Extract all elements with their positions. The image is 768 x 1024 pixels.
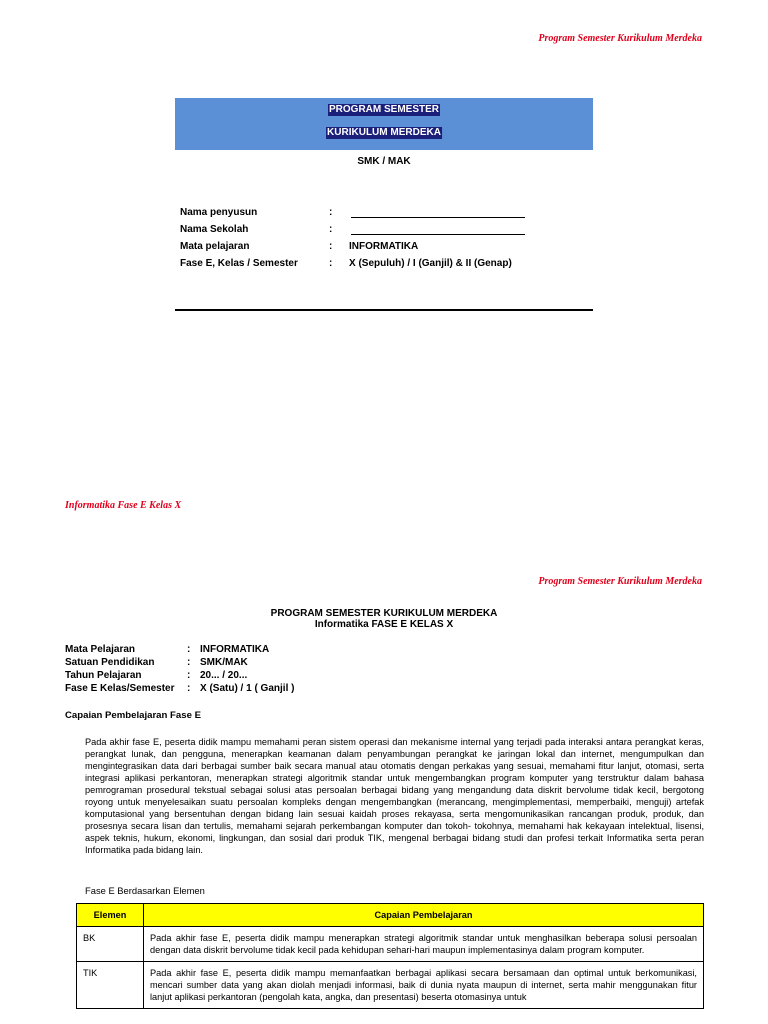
field-row-mata-pelajaran bbox=[180, 241, 580, 255]
field-label: Nama penyusun bbox=[180, 207, 258, 218]
table-header-row bbox=[77, 904, 704, 927]
table-header-capaian: Capaian Pembelajaran bbox=[144, 904, 704, 927]
elements-caption: Fase E Berdasarkan Elemen bbox=[85, 885, 205, 896]
blank-line bbox=[349, 224, 525, 238]
field-row-nama-sekolah bbox=[180, 224, 580, 238]
field-label: Fase E, Kelas / Semester bbox=[180, 258, 298, 269]
field-label: Mata pelajaran bbox=[180, 241, 250, 252]
title-band bbox=[175, 98, 593, 150]
colon: : bbox=[329, 241, 333, 252]
fill-in-line[interactable] bbox=[351, 224, 525, 235]
document-title: PROGRAM SEMESTER KURIKULUM MERDEKA bbox=[270, 608, 498, 619]
school-level: SMK / MAK bbox=[357, 156, 411, 167]
colon: : bbox=[187, 670, 191, 681]
table-cell-text: Pada akhir fase E, peserta didik mampu menerapkan strategi algoritmik standar untuk menghasilkan beberapa solusi persoalan dengan data diskrit bervolume tidak kecil pada kehidupan sehari-hari maupun implementasinya dalam program komputer. bbox=[144, 927, 704, 962]
colon: : bbox=[329, 258, 333, 269]
table-cell-text: Pada akhir fase E, peserta didik mampu memanfaatkan berbagai aplikasi secara bersamaan dan optimal untuk berkomunikasi, mencari sumber data yang akan diolah menjadi informasi, baik di dunia nyata maupun di internet, serta mahir menggunakan fitur lanjut aplikasi perkantoran (pengolah kata, angka, dan presentasi) beserta otomasinya untuk bbox=[144, 962, 704, 1009]
info-label: Tahun Pelajaran bbox=[65, 670, 142, 681]
page1-running-header: Program Semester Kurikulum Merdeka bbox=[538, 33, 702, 44]
info-value: 20... / 20... bbox=[200, 670, 248, 681]
colon: : bbox=[187, 683, 191, 694]
field-label: Nama Sekolah bbox=[180, 224, 249, 235]
info-label: Mata Pelajaran bbox=[65, 644, 136, 655]
divider-rule bbox=[175, 309, 593, 311]
colon: : bbox=[187, 657, 191, 668]
colon: : bbox=[329, 224, 333, 235]
field-value: INFORMATIKA bbox=[349, 241, 419, 252]
info-value: INFORMATIKA bbox=[200, 644, 270, 655]
title-band-line1: PROGRAM SEMESTER bbox=[328, 104, 440, 115]
table-cell-element: BK bbox=[77, 927, 144, 962]
elements-table bbox=[76, 903, 704, 1009]
field-value: X (Sepuluh) / I (Ganjil) & II (Genap) bbox=[349, 258, 512, 269]
field-row-fase-kelas-semester bbox=[180, 258, 580, 272]
table-header-elemen: Elemen bbox=[77, 904, 144, 927]
page1-footer: Informatika Fase E Kelas X bbox=[65, 500, 182, 511]
table-row bbox=[77, 962, 704, 1009]
colon: : bbox=[329, 207, 333, 218]
title-band-line2: KURIKULUM MERDEKA bbox=[327, 127, 441, 138]
fill-in-line[interactable] bbox=[351, 207, 525, 218]
info-label: Fase E Kelas/Semester bbox=[65, 683, 175, 694]
section-heading: Capaian Pembelajaran Fase E bbox=[65, 710, 201, 721]
capaian-paragraph: Pada akhir fase E, peserta didik mampu memahami peran sistem operasi dan mekanisme internal yang terjadi pada interaksi antara perangkat keras, perangkat lunak, dan pengguna, menerapkan keamanan dalam penyambungan perangkat ke jaringan lokal dan internet, mengumpulkan dan mengintegrasikan data dari berbagai sumber baik secara manual atau otomatis dengan perkakas yang sesuai, memahami fitur lanjut, otomasi, serta integrasi aplikasi perkantoran, menerapkan strategi algoritmik standar untuk mengembangkan program komputer yang terstruktur dalam bahasa pemrograman prosedural tekstual sebagai solusi atas persoalan berbagai bidang yang mengandung data diskrit bervolume tidak kecil, bergotong royong untuk menyelesaikan suatu persoalan kompleks dengan mengembangkan (merancang, mengimplementasi, memperbaiki, menguji) artefak komputasional yang bersentuhan dengan bidang lain sesuai kaidah proses rekayasa, serta mengomunikasikan rancangan produk, produk, dan prosesnya secara lisan dan tertulis, memahami sejarah perkembangan komputer dan tokoh- tokohnya, memahami hak kekayaan intelektual, lisensi, aspek teknis, hukum, ekonomi, lingkungan, dan sosial dari produk TIK, mengenal berbagai bidang studi dan profesi terkait Informatika serta peran Informatika pada bidang lain. bbox=[85, 737, 704, 856]
page2-running-header: Program Semester Kurikulum Merdeka bbox=[538, 576, 702, 587]
info-value: SMK/MAK bbox=[200, 657, 248, 668]
table-cell-element: TIK bbox=[77, 962, 144, 1009]
info-label: Satuan Pendidikan bbox=[65, 657, 155, 668]
field-row-nama-penyusun bbox=[180, 207, 580, 221]
table-row bbox=[77, 927, 704, 962]
colon: : bbox=[187, 644, 191, 655]
blank-line bbox=[349, 207, 525, 221]
info-value: X (Satu) / 1 ( Ganjil ) bbox=[200, 683, 295, 694]
document-subtitle: Informatika FASE E KELAS X bbox=[314, 619, 454, 630]
